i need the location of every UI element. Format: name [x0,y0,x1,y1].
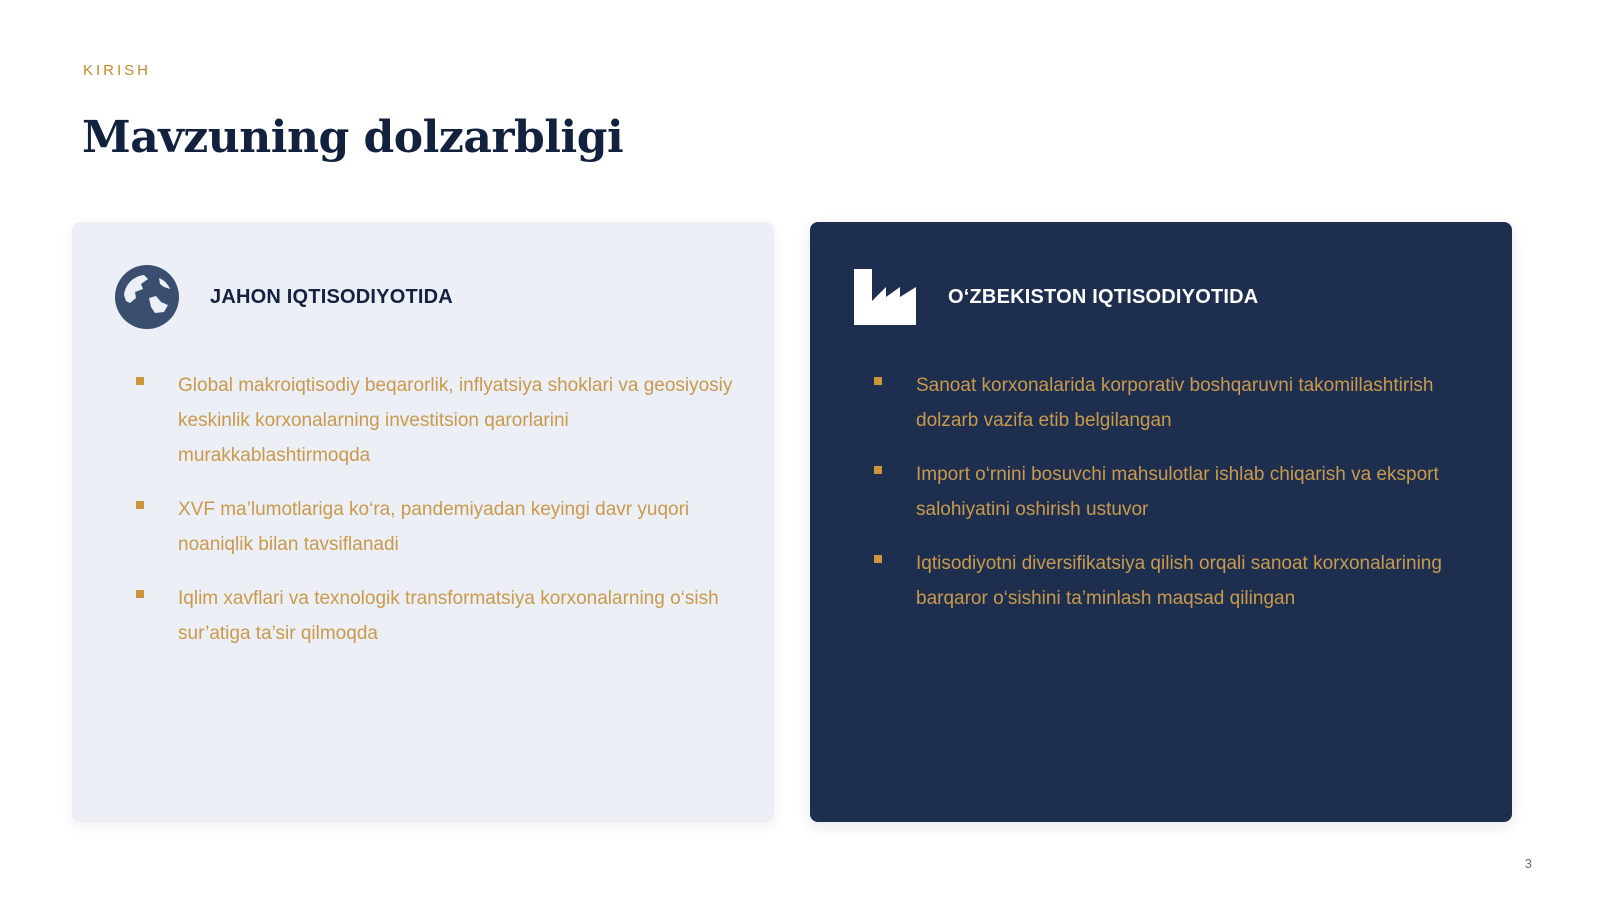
uzbekistan-economy-card [810,222,1512,822]
bullet-list [136,368,736,670]
bullet-list [874,368,1474,635]
bullet-square-icon [136,377,144,385]
card-heading: O‘ZBEKISTON IQTISODIYOTIDA [948,285,1259,308]
bullet-text: Iqlim xavflari va texnologik transformatsiya korxonalarning o‘sish sur’atiga ta’sir qilmoqda [178,588,719,644]
list-item [874,368,1474,438]
list-item [136,581,736,651]
card-header [114,264,453,330]
list-item [874,546,1474,616]
bullet-text: Sanoat korxonalarida korporativ boshqaruvni takomillashtirish dolzarb vazifa etib belgilangan [916,375,1434,431]
bullet-square-icon [874,466,882,474]
page-number: 3 [1524,856,1532,871]
card-heading: JAHON IQTISODIYOTIDA [210,285,453,308]
list-item [874,457,1474,527]
list-item [136,492,736,562]
section-eyebrow: KIRISH [83,62,152,79]
bullet-square-icon [136,590,144,598]
bullet-text: XVF ma’lumotlariga ko‘ra, pandemiyadan keyingi davr yuqori noaniqlik bilan tavsiflanadi [178,499,690,555]
bullet-square-icon [136,501,144,509]
factory-icon [852,264,918,330]
page-title: Mavzuning dolzarbligi [82,112,624,163]
card-header [852,264,1258,330]
bullet-text: Global makroiqtisodiy beqarorlik, inflyatsiya shoklari va geosiyosiy keskinlik korxonalarning investitsion qarorlarini murakkablashtirmoqda [178,375,733,466]
bullet-square-icon [874,555,882,563]
bullet-text: Import o‘rnini bosuvchi mahsulotlar ishlab chiqarish va eksport salohiyatini oshirish ustuvor [916,464,1439,520]
globe-icon [114,264,180,330]
global-economy-card [72,222,774,822]
bullet-text: Iqtisodiyotni diversifikatsiya qilish orqali sanoat korxonalarining barqaror o‘sishini ta’minlash maqsad qilingan [916,553,1442,609]
bullet-square-icon [874,377,882,385]
list-item [136,368,736,473]
